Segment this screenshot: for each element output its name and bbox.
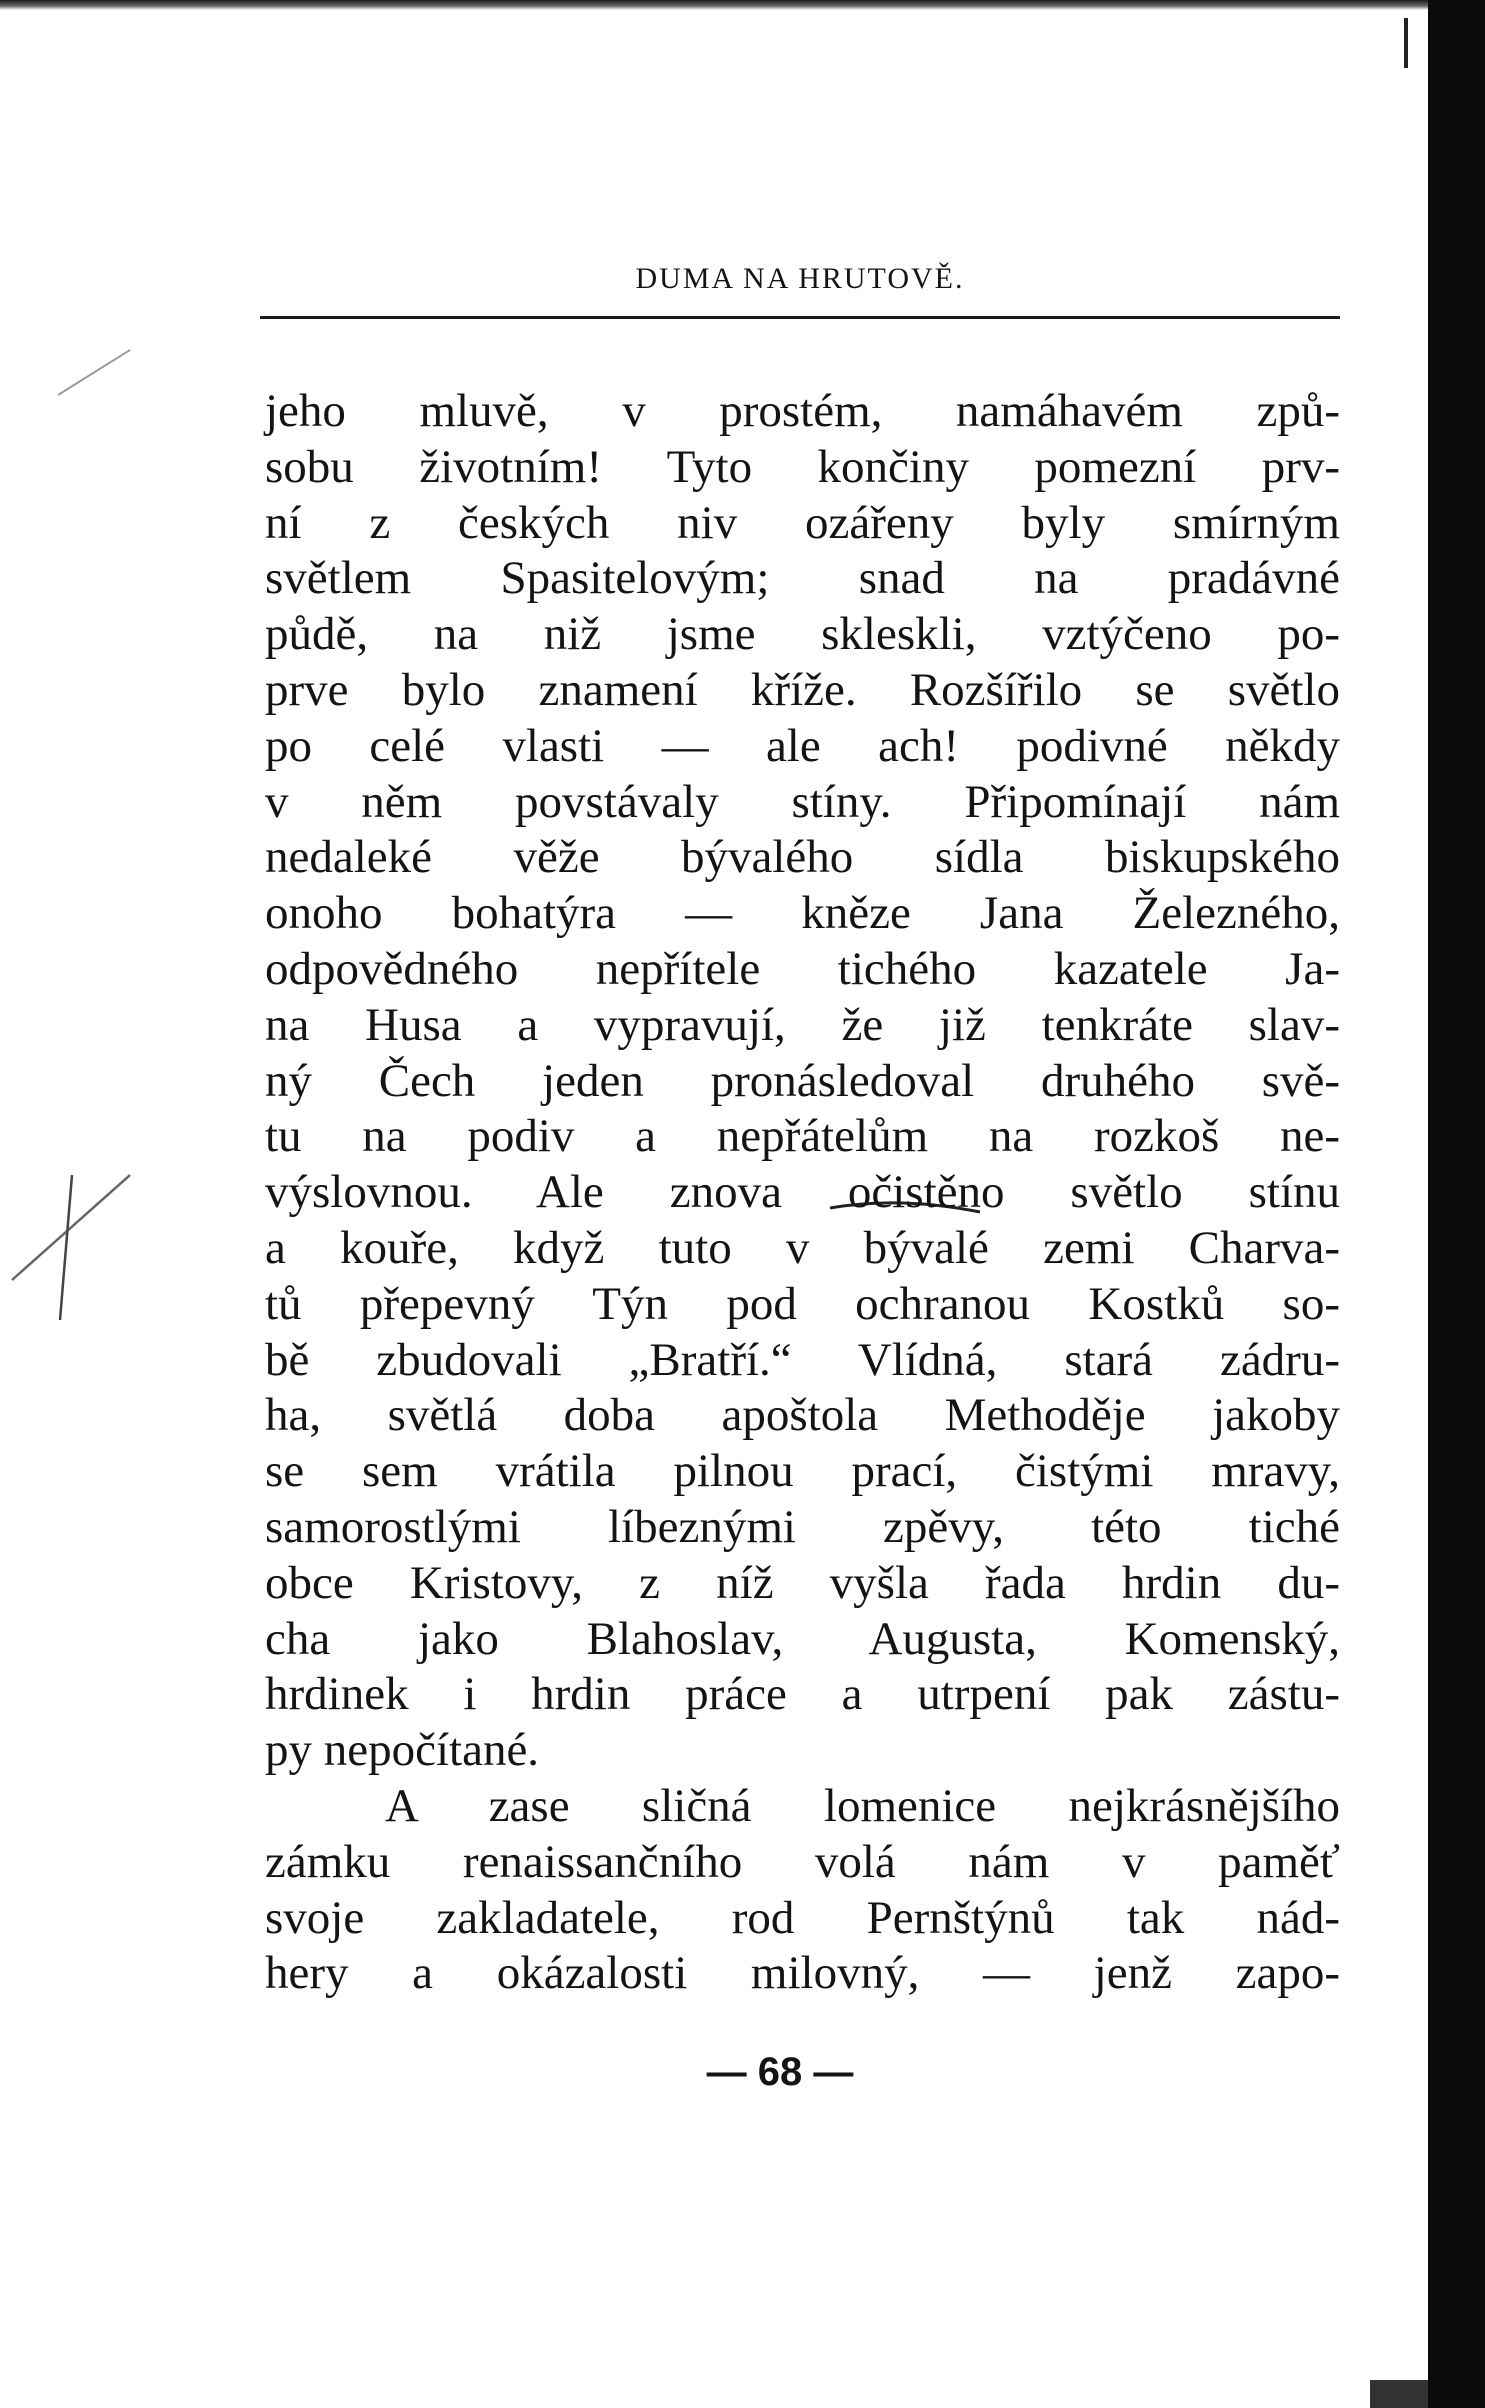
text-line: hrdinek i hrdin práce a utrpení pak zástu- xyxy=(265,1668,1340,1721)
text-line: bě zbudovali „Bratří.“ Vlídná, stará zádru- xyxy=(265,1333,1340,1386)
text-line: sobu životním! Tyto končiny pomezní prv- xyxy=(265,440,1340,493)
header-rule xyxy=(260,316,1340,319)
text-line: tů přepevný Týn pod ochranou Kostků so- xyxy=(265,1277,1340,1330)
text-line: nedaleké věže bývalého sídla biskupského xyxy=(265,831,1340,884)
page-number: — 68 — xyxy=(706,2050,854,2094)
running-head: DUMA NA HRUTOVĚ. xyxy=(635,262,965,295)
text-line: obce Kristovy, z níž vyšla řada hrdin du- xyxy=(265,1556,1340,1609)
text-line: ha, světlá doba apoštola Methoděje jakoby xyxy=(265,1389,1340,1442)
text-line: zámku renaissančního volá nám v paměť xyxy=(265,1835,1340,1888)
text-line: tu na podiv a nepřátelům na rozkoš ne- xyxy=(265,1110,1340,1163)
text-line: na Husa a vypravují, že již tenkráte slav- xyxy=(265,998,1340,1051)
text-line: výslovnou. Ale znova očistěno světlo stínu xyxy=(265,1166,1340,1219)
body-text xyxy=(265,384,1340,2002)
text-line: svoje zakladatele, rod Pernštýnů tak nád- xyxy=(265,1891,1340,1944)
text-line: půdě, na niž jsme skleskli, vztýčeno po- xyxy=(265,608,1340,661)
text-line: ní z českých niv ozářeny byly smírným xyxy=(265,496,1340,549)
text-line: cha jako Blahoslav, Augusta, Komenský, xyxy=(265,1612,1340,1665)
text-line: v něm povstávaly stíny. Připomínají nám xyxy=(265,775,1340,828)
text-line: samorostlými líbeznými zpěvy, této tiché xyxy=(265,1500,1340,1553)
text-line: po celé vlasti — ale ach! podivné někdy xyxy=(265,719,1340,772)
text-line: ný Čech jeden pronásledoval druhého svě- xyxy=(265,1054,1340,1107)
text-line: se sem vrátila pilnou prací, čistými mravy, xyxy=(265,1445,1340,1498)
pencil-stroke-top xyxy=(58,350,130,395)
text-line: odpovědného nepřítele tichého kazatele Ja- xyxy=(265,942,1340,995)
text-line: hery a okázalosti milovný, — jenž zapo- xyxy=(265,1947,1340,2000)
text-line: jeho mluvě, v prostém, namáhavém způ- xyxy=(265,385,1340,437)
text-line: světlem Spasitelovým; snad na pradávné xyxy=(265,552,1340,605)
text-line: onoho bohatýra — kněze Jana Železného, xyxy=(265,887,1340,940)
pencil-stroke-vertical xyxy=(60,1175,72,1320)
text-line: prve bylo znamení kříže. Rozšířilo se světlo xyxy=(265,663,1340,716)
paragraph-first-line: A zase sličná lomenice nejkrásnějšího xyxy=(385,1779,1340,1832)
paragraph-end-line: py nepočítané. xyxy=(265,1724,540,1777)
text-line: a kouře, když tuto v bývalé zemi Charva- xyxy=(265,1221,1340,1274)
scan-dark-margin xyxy=(1428,0,1485,2408)
